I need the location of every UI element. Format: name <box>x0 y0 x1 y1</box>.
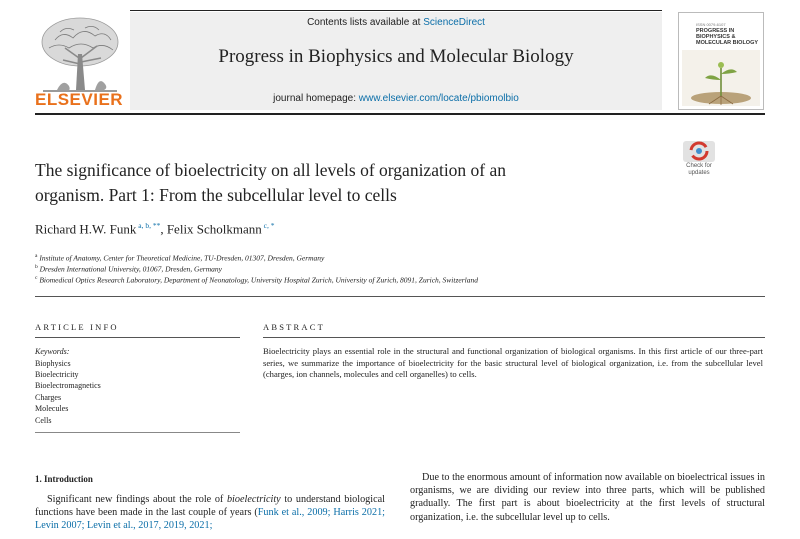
affiliation-mark: c <box>35 275 38 281</box>
journal-homepage-link[interactable]: www.elsevier.com/locate/pbiomolbio <box>358 93 519 104</box>
keyword-item: Bioelectricity <box>35 370 79 379</box>
cover-small-text: ISSN 0079-6107 <box>696 22 726 27</box>
intro-text: Significant new findings about the role of <box>47 494 227 505</box>
intro-text: to understand biological functions have been made in the last couple of years ( <box>35 494 385 519</box>
affiliation <box>35 264 222 274</box>
abstract-text: Bioelectricity plays an essential role in the structural and functional organization of biological organisms. In this first article of our three-part series, we summarize the importance of bioelectricity for the basic structural level of biological organization, i.e. from the subcellular level (charges, ion channels, molecules and cell organelles) to cells. <box>263 346 763 380</box>
cover-title <box>696 28 760 46</box>
keyword-item: Charges <box>35 393 62 402</box>
author-name[interactable]: Richard H.W. Funk <box>35 221 137 237</box>
affiliation-text: Biomedical Optics Research Laboratory, Department of Neonatology, University Hospital Zurich, University of Zurich, 8091, Zurich, Switzerland <box>37 275 478 285</box>
check-updates-line2: updates <box>688 170 710 176</box>
cover-illustration <box>682 50 760 106</box>
abstract-rule <box>263 337 765 338</box>
intro-paragraph-right: Due to the enormous amount of information now available on bioelectrical issues in organisms, we are dividing our review into three parts, which will be published gradually. The first part is about bioelectricity at the first levels of structural organization, i.e. the subcellular level up to cells. <box>410 472 765 523</box>
author-separator: , <box>160 221 167 237</box>
citation-link[interactable]: Funk et al., 2009; Harris 2021; Levin 2007; Levin et al., 2017, 2019, 2021; <box>35 507 385 532</box>
contents-prefix: Contents lists available at <box>307 17 424 28</box>
abstract-heading: ABSTRACT <box>263 322 325 332</box>
author-list <box>35 221 275 237</box>
keywords-bottom-rule <box>35 432 240 433</box>
author-name[interactable]: Felix Scholkmann <box>166 221 262 237</box>
affiliation-mark: a <box>35 253 38 259</box>
article-title <box>35 158 675 208</box>
author-marks[interactable]: c, * <box>263 221 275 230</box>
article-info-rule <box>35 337 240 338</box>
affiliation-text: Institute of Anatomy, Center for Theoretical Medicine, TU-Dresden, 01307, Dresden, Germany <box>37 253 325 263</box>
affiliation-text: Dresden International University, 01067, Dresden, Germany <box>37 264 222 274</box>
sciencedirect-link[interactable]: ScienceDirect <box>423 17 485 28</box>
intro-paragraph-left <box>35 493 385 533</box>
section-heading-introduction: 1. Introduction <box>35 474 93 484</box>
article-title-line2: organism. Part 1: From the subcellular level to cells <box>35 185 397 205</box>
affiliations-rule <box>35 296 765 297</box>
keyword-item: Cells <box>35 416 52 425</box>
affiliation <box>35 253 324 263</box>
journal-cover-thumbnail <box>678 12 764 110</box>
keyword-item: Biophysics <box>35 359 71 368</box>
journal-title: Progress in Biophysics and Molecular Biology <box>218 46 574 67</box>
intro-italic-term: bioelectricity <box>226 494 281 505</box>
keyword-item: Molecules <box>35 404 69 413</box>
cover-header <box>682 16 760 50</box>
header-bottom-rule <box>35 113 765 115</box>
keyword-item: Bioelectromagnetics <box>35 381 101 390</box>
check-for-updates-label[interactable] <box>676 163 722 177</box>
article-title-line1: The significance of bioelectricity on all levels of organization of an <box>35 160 507 180</box>
cover-title-line2: MOLECULAR BIOLOGY <box>696 40 759 46</box>
check-updates-line1: Check for <box>686 163 712 169</box>
affiliation-mark: b <box>35 264 38 270</box>
cover-title-line1: PROGRESS IN BIOPHYSICS & <box>696 28 736 40</box>
homepage-prefix: journal homepage: <box>273 93 359 104</box>
keywords-label: Keywords: <box>35 347 70 356</box>
header-top-rule <box>130 10 662 11</box>
affiliation <box>35 275 478 285</box>
author-marks[interactable]: a, b, ** <box>138 221 161 230</box>
homepage-line <box>130 93 662 104</box>
article-info-heading: ARTICLE INFO <box>35 322 119 332</box>
contents-line <box>130 17 662 28</box>
publisher-wordmark: ELSEVIER <box>35 90 124 109</box>
